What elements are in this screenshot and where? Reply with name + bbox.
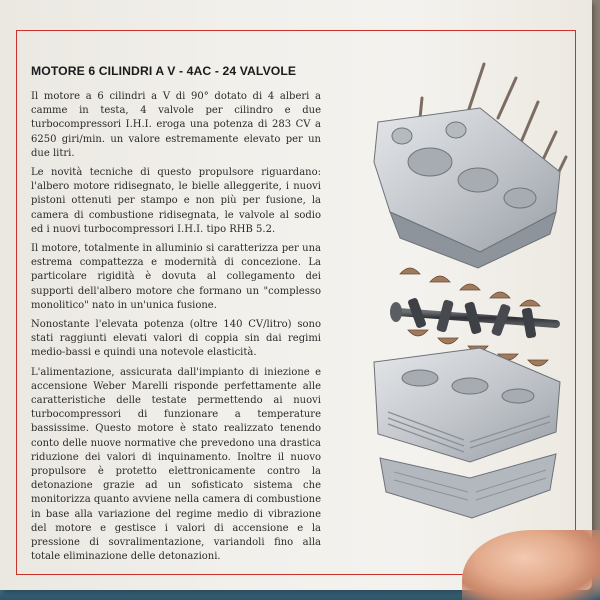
engine-illustration xyxy=(360,62,572,532)
paragraph-structure: Il motore, totalmente in alluminio si caratterizza per una estrema compattezza e modernità di concezione. La particolare rigidità è dovuta al collegamento dei supporti dell'albero motore che formano un "complesso monolitico" nato in un'unica fusione. xyxy=(31,243,321,311)
upper-crankcase xyxy=(374,108,560,268)
body-text xyxy=(31,90,321,570)
lower-crankcase xyxy=(374,348,560,462)
upper-bearing-shells xyxy=(400,268,540,306)
paragraph-fuel-system: L'alimentazione, assicurata dall'impianto di iniezione e accensione Weber Marelli risponde perfettamente alle caratteristiche delle testate permettendo ai nuovi turbocompressori di funzionare a temperature bassissime. Questo motore è stato realizzato tenendo conto delle nuove normative che prevedono una drastica riduzione dei valori di inquinamento. Inoltre il nuovo propulsore è protetto elettronicamente contro la detonazione grazie ad un sofisticato sistema che monitorizza quanto avviene nella camera di combustione in base alla variazione del regime medio di vibrazione del motore e gestisce i valori di accensione e la pressione di sovralimentazione, variandoli fino alla totale eliminazione delle detonazioni. xyxy=(31,366,321,563)
paragraph-technical: Le novità tecniche di questo propulsore riguardano: l'albero motore ridisegnato, le bielle alleggerite, i nuovi pistoni ottenuti per stampo e non più per fusione, la camera di combustione ridisegnata, le valvole al sodio ed i nuovi turbocompressori I.H.I. tipo RHB 5.2. xyxy=(31,167,321,235)
oil-pan xyxy=(380,454,556,518)
paragraph-power: Nonostante l'elevata potenza (oltre 140 CV/litro) sono stati raggiunti elevati valori di coppia sin dai regimi medio-bassi e quindi una notevole elasticità. xyxy=(31,319,321,359)
page-title: MOTORE 6 CILINDRI A V - 4AC - 24 VALVOLE xyxy=(31,64,297,78)
paragraph-intro: Il motore a 6 cilindri a V di 90° dotato di 4 alberi a camme in testa, 4 valvole per cilindro e due turbocompressori I.H.I. eroga una potenza di 283 CV a 6250 giri/min. un valore estremamente elevato per un due litri. xyxy=(31,91,321,159)
